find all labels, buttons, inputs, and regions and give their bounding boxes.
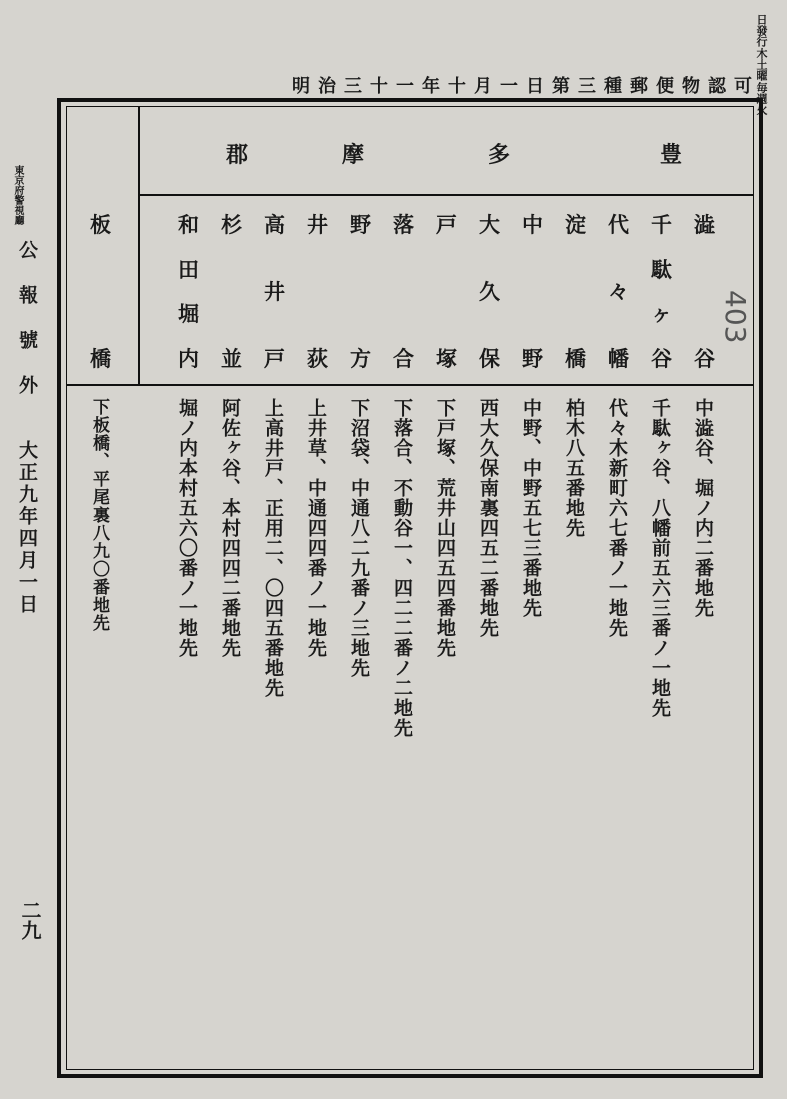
ward-name xyxy=(694,212,715,372)
ward-char: ヶ xyxy=(651,301,672,327)
address-entry: 代々木新町六七番ノ一地先 xyxy=(606,398,628,638)
address-entry: 下戸塚、荒井山四五四番地先 xyxy=(434,398,456,658)
address-entry: 下落合、不動谷一、四二二番ノ二地先 xyxy=(391,398,413,738)
ward-char: 井 xyxy=(264,279,285,304)
ward-name xyxy=(651,212,672,372)
district-char: 摩 xyxy=(342,142,365,168)
ward-name xyxy=(565,212,586,372)
ward-char: 落 xyxy=(393,212,414,237)
ward-char: 荻 xyxy=(307,346,328,371)
ward-char: 合 xyxy=(393,346,414,371)
ward-char: 橋 xyxy=(565,346,586,371)
ward-char: 堀 xyxy=(178,301,199,327)
ward-char: 代 xyxy=(608,212,629,237)
address-entry: 上井草、中通四四番ノ一地先 xyxy=(305,398,327,658)
header-divider xyxy=(138,194,754,196)
ward-char: 千 xyxy=(651,212,672,237)
ward-char: 並 xyxy=(221,346,242,371)
district-char: 多 xyxy=(488,142,511,168)
ward-char: 々 xyxy=(608,279,629,304)
ward-char: 野 xyxy=(350,212,371,237)
publisher-line: 東京府 xyxy=(12,165,23,195)
ward-divider xyxy=(66,384,754,386)
address-entry: 阿佐ヶ谷、本村四四二番地先 xyxy=(219,398,241,658)
ward-name xyxy=(522,212,543,372)
ward-char: 和 xyxy=(178,212,199,237)
address-entry: 西大久保南裏四五二番地先 xyxy=(477,398,499,638)
address-entry: 中野、中野五七三番地先 xyxy=(520,398,542,618)
gazette-label: 公報號外 xyxy=(16,240,38,420)
district-char: 郡 xyxy=(226,142,249,168)
ward-name xyxy=(608,212,629,372)
ward-char: 塚 xyxy=(436,346,457,371)
ward-name xyxy=(221,212,242,372)
address-entry: 下沼袋、中通八二九番ノ三地先 xyxy=(348,398,370,678)
publisher-line: 警視廳 xyxy=(12,195,23,225)
ward-char: 井 xyxy=(307,212,328,237)
ward-char: 谷 xyxy=(651,345,672,371)
ward-char: 保 xyxy=(479,346,500,371)
ward-char: 方 xyxy=(350,346,371,371)
ward-name xyxy=(178,212,199,372)
ward-char: 板 xyxy=(90,212,111,237)
ward-char: 野 xyxy=(522,346,543,371)
ward-char: 大 xyxy=(479,212,500,237)
publisher xyxy=(12,165,23,225)
handwritten-mark: 403 xyxy=(719,290,752,344)
ward-char: 橋 xyxy=(90,346,111,371)
ward-name xyxy=(350,212,371,372)
ward-name xyxy=(264,212,285,372)
issue-date: 大正九年四月一日 xyxy=(16,440,38,616)
left-column-divider xyxy=(138,106,140,386)
ward-char: 中 xyxy=(522,212,543,237)
ward-name xyxy=(307,212,328,372)
ward-name xyxy=(479,212,500,372)
address-entry: 千駄ヶ谷、八幡前五六三番ノ一地先 xyxy=(649,398,671,718)
ward-char: 澁 xyxy=(694,212,715,237)
address-entry: 下板橋、平尾裏八九〇番地先 xyxy=(89,398,109,632)
title-text: 可認物便郵種三第日一月十年一十三治明 xyxy=(292,76,760,97)
postal-registration-title xyxy=(60,72,760,98)
ward-char: 淀 xyxy=(565,212,586,237)
ward-char: 戸 xyxy=(436,212,457,237)
ward-char: 高 xyxy=(264,212,285,237)
ward-char: 内 xyxy=(178,345,199,371)
ward-name xyxy=(393,212,414,372)
address-entry: 上高井戸、正用二、〇四五番地先 xyxy=(262,398,284,698)
ward-char: 谷 xyxy=(694,346,715,371)
ward-char: 戸 xyxy=(264,346,285,371)
ward-char: 久 xyxy=(479,279,500,304)
note-line: 木土曜 xyxy=(755,48,768,81)
ward-char: 杉 xyxy=(221,212,242,237)
ward-char: 駄 xyxy=(651,256,672,282)
page-number: 二九 xyxy=(18,900,42,940)
ward-char: 幡 xyxy=(608,346,629,371)
address-entry: 堀ノ内本村五六〇番ノ一地先 xyxy=(176,398,198,658)
note-line: 毎週火 xyxy=(755,82,768,115)
ward-name xyxy=(436,212,457,372)
ward-char: 田 xyxy=(178,256,199,282)
district-char: 豊 xyxy=(660,142,683,168)
ward-name xyxy=(90,212,111,372)
address-entry: 中澁谷、堀ノ内二番地先 xyxy=(692,398,714,618)
address-entry: 柏木八五番地先 xyxy=(563,398,585,538)
note-line: 日發行 xyxy=(755,14,768,47)
